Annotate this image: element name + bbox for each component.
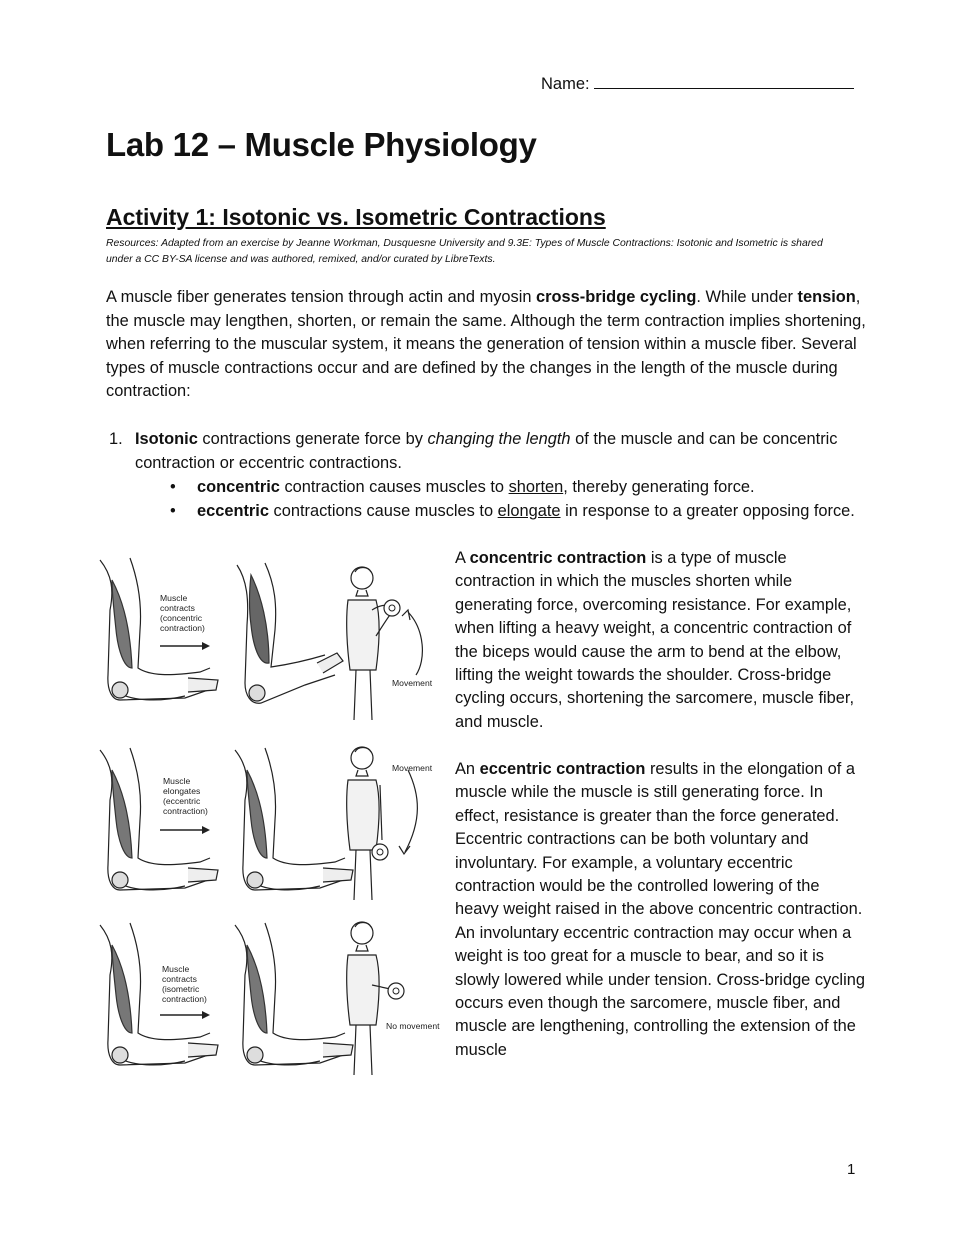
bullet-dot: • [170, 478, 176, 496]
bullet-text: contraction causes muscles to [279, 478, 509, 496]
bullet-text: in response to a greater opposing force. [560, 502, 855, 520]
contraction-illustration [90, 550, 445, 1080]
bullet-underlined: shorten [508, 478, 564, 496]
resources-note [106, 236, 836, 268]
bullet-list [168, 475, 866, 523]
muscle-contraction-figure [90, 550, 445, 1080]
label-line: Muscle [163, 776, 191, 786]
label-line: contraction) [160, 623, 205, 633]
eccentric-bold: eccentric contraction [479, 760, 646, 778]
row3-motion-label: No movement [386, 1021, 440, 1031]
row1-motion-label: Movement [392, 678, 433, 688]
contraction-list [106, 427, 866, 523]
isotonic-text-2: of the muscle and can be concentric contraction or eccentric contractions. [135, 430, 838, 472]
intro-bold-tension: tension [797, 288, 856, 306]
label-line: contraction) [162, 994, 207, 1004]
list-item [168, 499, 866, 523]
resources-text: Adapted from an exercise by Jeanne Workman, Dusquesne University and 9.3E: Types of Muscle Contractions: Isotonic and Isometric is shared under a CC BY-SA license and was authored, remixed, and/or curated by LibreTexts. [106, 238, 823, 265]
isotonic-text-1: contractions generate force by [197, 430, 428, 448]
intro-text-1: A muscle fiber generates tension through actin and myosin [106, 288, 537, 306]
eccentric-paragraph [455, 758, 865, 1062]
bullet-text: , thereby generating force. [563, 478, 755, 496]
bullet-term: eccentric [197, 502, 269, 520]
row2-label [163, 776, 208, 816]
bullet-underlined: elongate [497, 502, 561, 520]
isotonic-item [135, 427, 866, 475]
label-line: contraction) [163, 806, 208, 816]
page-title: Lab 12 – Muscle Physiology [106, 126, 537, 163]
isotonic-italic: changing the length [427, 430, 571, 448]
intro-bold-cross-bridge: cross-bridge cycling [536, 288, 697, 306]
label-line: contracts [160, 603, 195, 613]
concentric-text-2: is a type of muscle contraction in which the muscles shorten while generating force, overcoming resistance. For example, when lifting a heavy weight, a concentric contraction of the biceps would cause the arm to bend at the elbow, lifting the weight towards the shoulder. Cross-bridge cycling occurs, shortening the sarcomere, muscle fiber, and muscle. [455, 549, 855, 731]
eccentric-text-2: results in the elongation of a muscle while the muscle is still generating force. In effect, resistance is greater than the force generated. Eccentric contractions can be both voluntary and involuntary. For example, a voluntary eccentric contraction would be the controlled lowering of the heavy weight raised in the above concentric contraction. An involuntary eccentric contraction may occur when a weight is too great for a muscle to bear, and so it is slowly lowered while under tension. Cross-bridge cycling occurs even though the sarcomere, muscle fiber, and muscle are lengthening, controlling the extension of the muscle [455, 760, 865, 1059]
intro-text-3: , the muscle may lengthen, shorten, or remain the same. Although the term contraction implies shortening, when referring to the muscular system, it means the generation of tension within a muscle fiber. Several types of muscle contractions occur and are defined by the changes in the length of the muscle during contraction: [106, 288, 866, 400]
label-line: (isometric [162, 984, 200, 994]
label-line: (eccentric [163, 796, 201, 806]
label-line: Muscle [160, 593, 188, 603]
concentric-text-1: A [455, 549, 470, 567]
name-label: Name: [541, 75, 590, 93]
list-number: 1. [109, 430, 123, 448]
isotonic-term: Isotonic [135, 430, 198, 448]
list-item [168, 475, 866, 499]
name-blank-line [594, 74, 854, 89]
resources-label: Resources: [106, 238, 159, 249]
label-line: contracts [162, 974, 197, 984]
label-line: Muscle [162, 964, 190, 974]
bullet-dot: • [170, 502, 176, 520]
row2-motion-label: Movement [392, 763, 433, 773]
page-number: 1 [847, 1161, 856, 1178]
bullet-text: contractions cause muscles to [268, 502, 498, 520]
eccentric-text-1: An [455, 760, 480, 778]
concentric-bold: concentric contraction [469, 549, 647, 567]
bullet-term: concentric [197, 478, 280, 496]
row1-label [160, 593, 205, 633]
intro-paragraph [106, 286, 866, 404]
concentric-paragraph [455, 547, 865, 734]
intro-text-2: . While under [696, 288, 798, 306]
label-line: (concentric [160, 613, 203, 623]
activity-title: Activity 1: Isotonic vs. Isometric Contractions [106, 204, 606, 230]
label-line: elongates [163, 786, 201, 796]
name-field [541, 74, 854, 94]
row3-label [162, 964, 207, 1004]
